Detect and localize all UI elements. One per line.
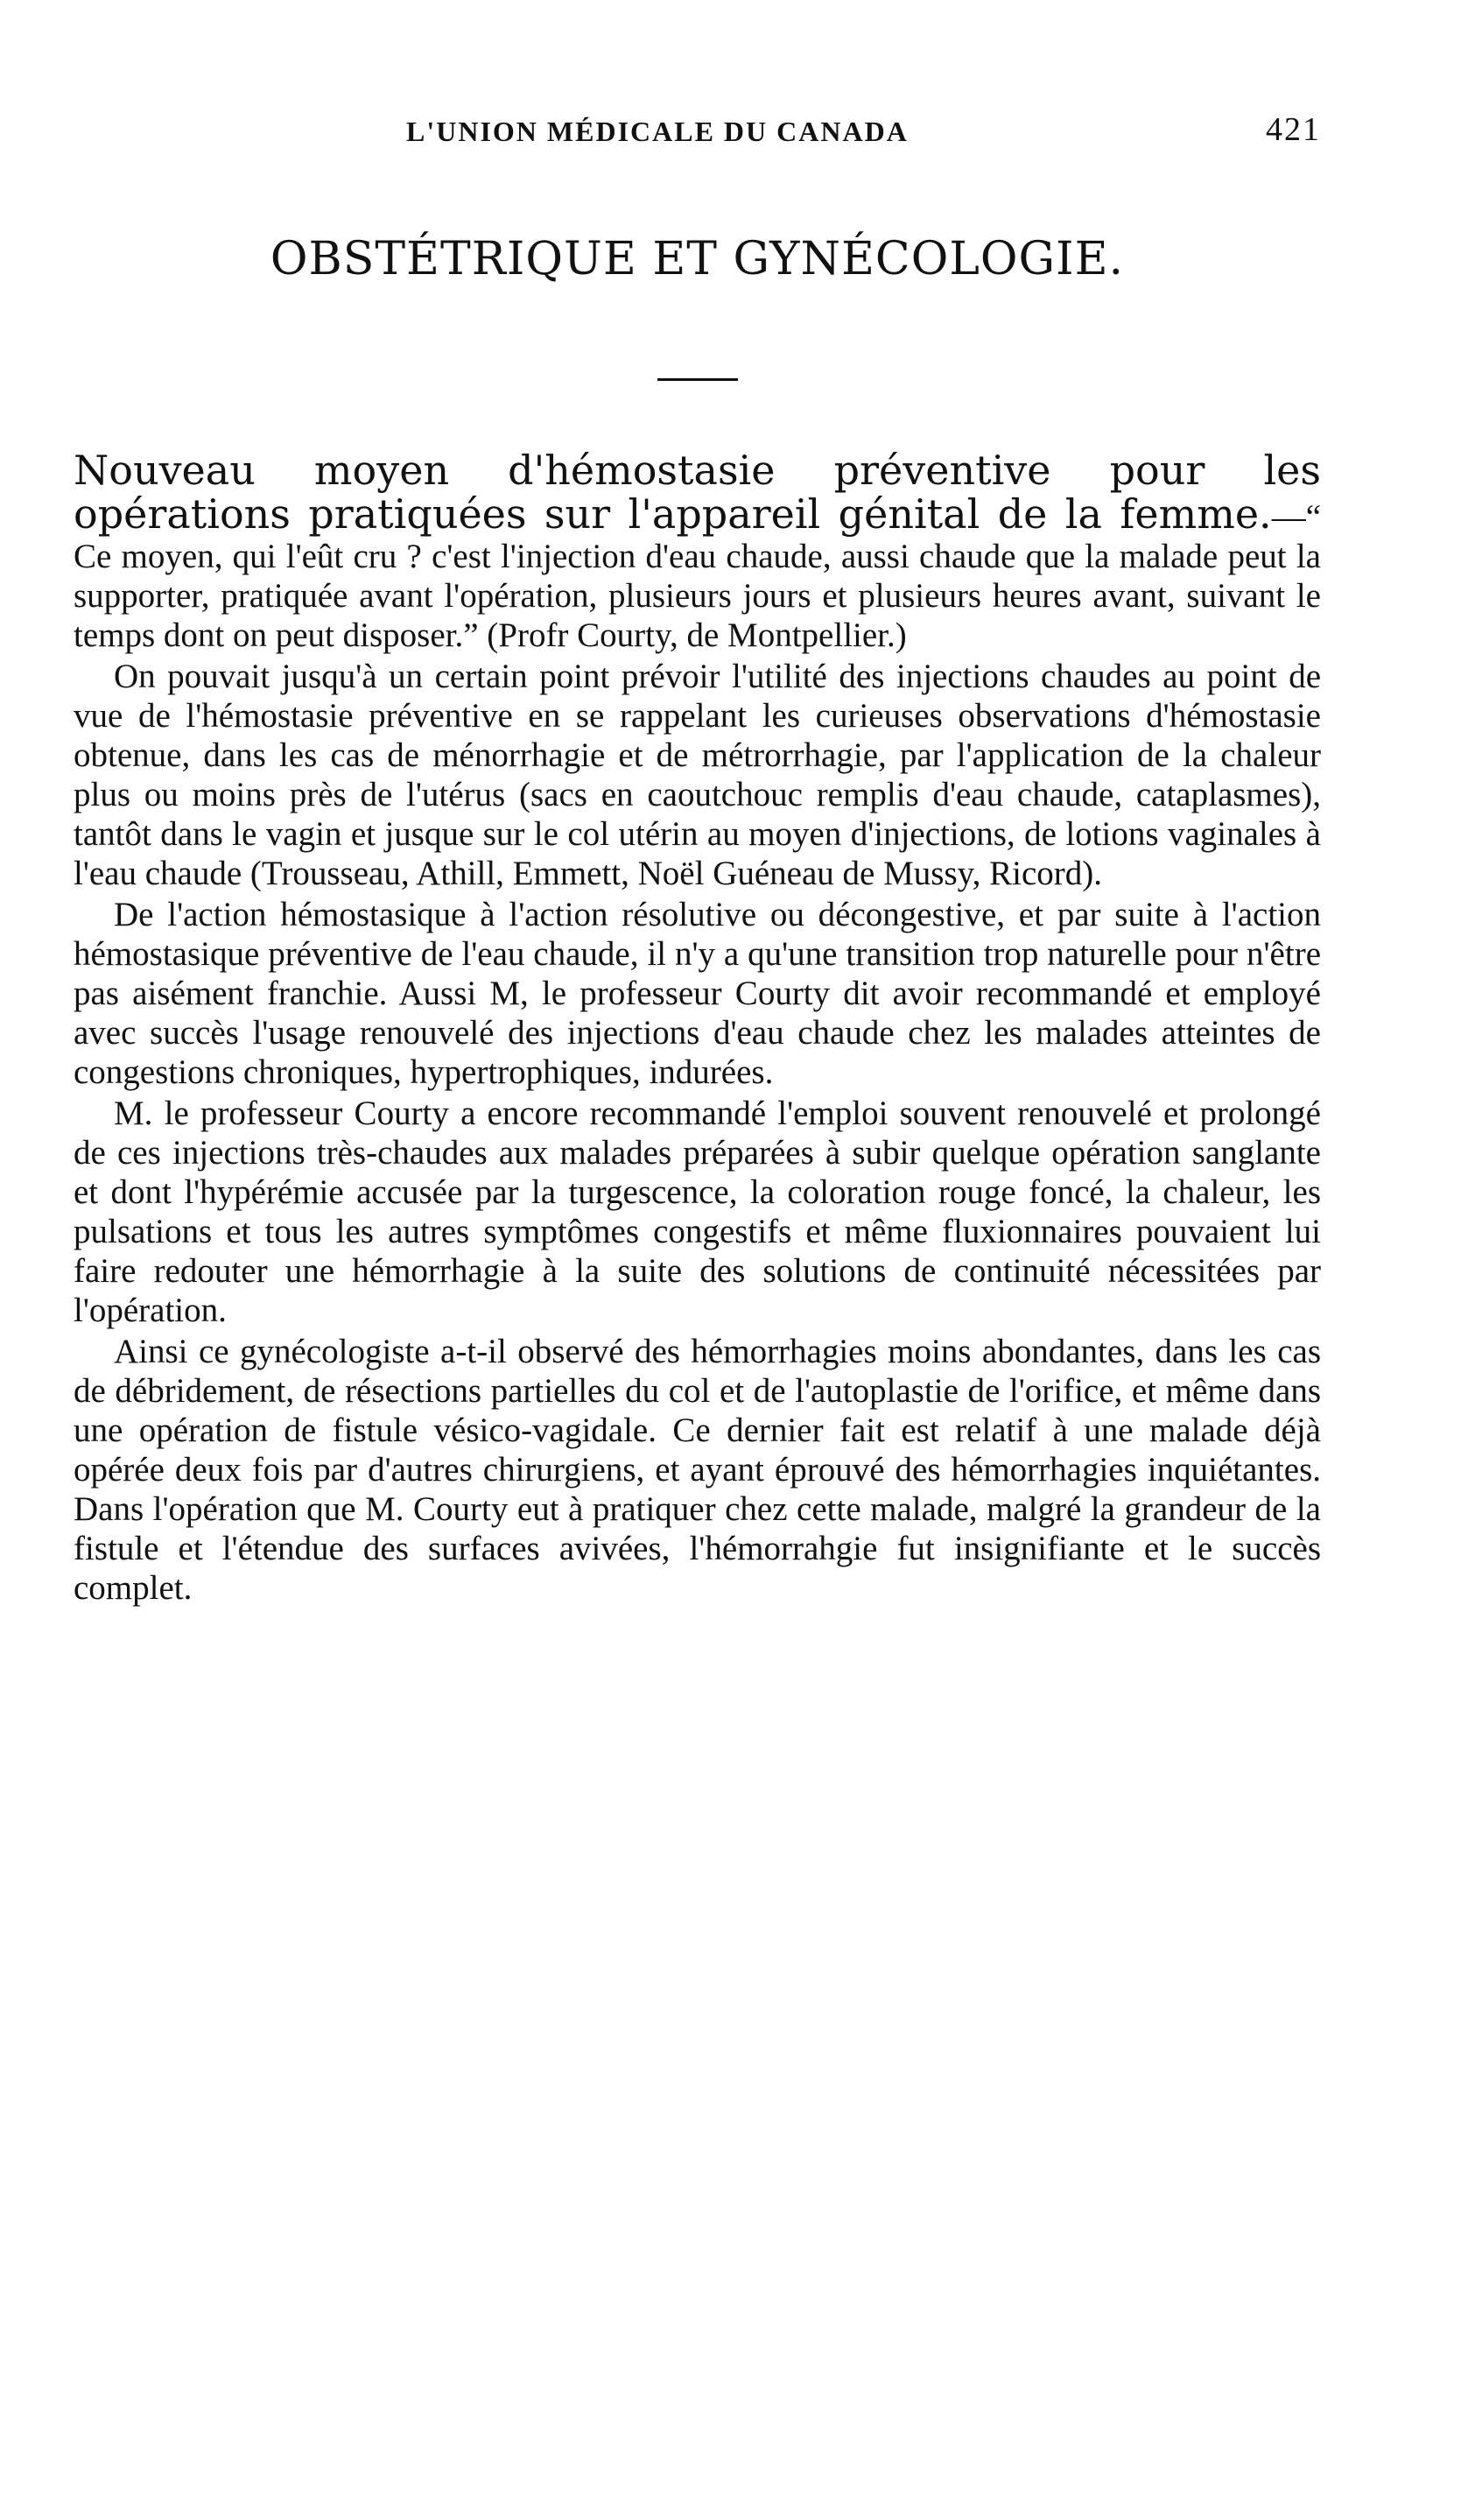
article (74, 449, 1321, 1608)
journal-title: L'UNION MÉDICALE DU CANADA (406, 116, 909, 147)
article-paragraph-1 (74, 449, 1321, 655)
article-paragraph-5: Ainsi ce gynécologiste a-t-il observé des hémorrhagies moins abondantes, dans les cas de débridement, de résections partielles du col et de l'autoplastie de l'orifice, et même dans une opération de fistule vésico-vagidale. Ce dernier fait est relatif à une malade déjà opérée deux fois par d'autres chirurgiens, et ayant éprouvé des hémorrhagies inquiétantes. Dans l'opération que M. Courty eut à pratiquer chez cette malade, malgré la grandeur de la fistule et l'étendue des surfaces avivées, l'hémorrahgie fut insignifiante et le succès complet. (74, 1333, 1321, 1607)
article-paragraph-3: De l'action hémostasique à l'action résolutive ou décongestive, et par suite à l'action hémostasique préventive de l'eau chaude, il n'y a qu'une transition trop naturelle pour n'être pas aisément franchie. Aussi M, le professeur Courty dit avoir recommandé et employé avec succès l'usage renouvelé des injections d'eau chaude chez les malades atteintes de congestions chroniques, hypertrophiques, indurées. (74, 896, 1321, 1091)
section-divider (657, 378, 738, 381)
section-title: OBSTÉTRIQUE ET GYNÉCOLOGIE. (270, 233, 1125, 285)
page-number: 421 (1266, 111, 1321, 148)
article-paragraph-4: M. le professeur Courty a encore recommandé l'emploi souvent renouvelé et prolongé de ces injections très-chaudes aux malades préparées à subir quelque opération sanglante et dont l'hypérémie accusée par la turgescence, la coloration rouge foncé, la chaleur, les pulsations et tous les autres symptômes congestifs et même fluxionnaires pouvaient lui faire redouter une hémorrhagie à la suite des solutions de continuité nécessitées par l'opération. (74, 1095, 1321, 1329)
article-headline: Nouveau moyen d'hémostasie préventive pour les opérations pratiquées sur l'appareil génital de la femme. (74, 447, 1321, 538)
document-page (74, 103, 1321, 1608)
article-paragraph-1-text: —“ Ce moyen, qui l'eût cru ? c'est l'injection d'eau chaude, aussi chaude que la malade peut la supporter, pratiquée avant l'opération, plusieurs jours et plusieurs heures avant, suivant le temps dont on peut disposer.” (Profr Courty, de Montpellier.) (74, 498, 1321, 654)
running-head (74, 103, 1321, 156)
article-paragraph-2: On pouvait jusqu'à un certain point prévoir l'utilité des injections chaudes au point de vue de l'hémostasie préventive en se rappelant les curieuses observations d'hémostasie obtenue, dans les cas de ménorrhagie et de métrorrhagie, par l'application de la chaleur plus ou moins près de l'utérus (sacs en caoutchouc remplis d'eau chaude, cataplasmes), tantôt dans le vagin et jusque sur le col utérin au moyen d'injections, de lotions vaginales à l'eau chaude (Trousseau, Athill, Emmett, Noël Guéneau de Mussy, Ricord). (74, 658, 1321, 892)
